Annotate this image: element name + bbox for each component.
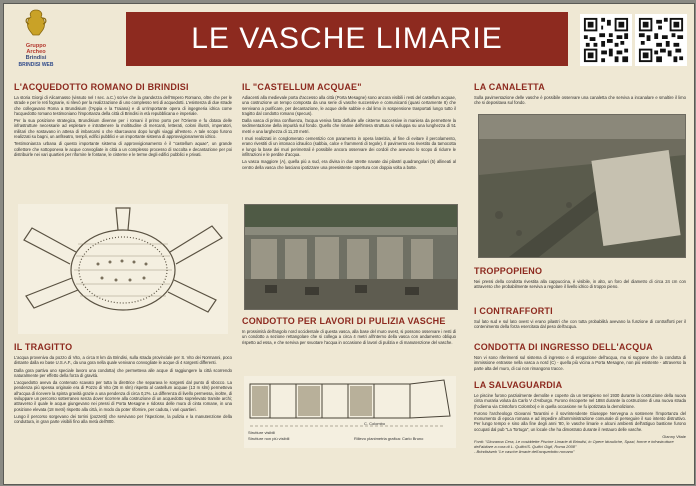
street-label: C. Colombo xyxy=(364,421,386,426)
section-salvaguardia xyxy=(474,380,686,454)
section-tragitto xyxy=(14,342,232,427)
logo-archeo: Archeo xyxy=(26,49,46,55)
section-canaletta xyxy=(474,82,686,108)
paragraph: Testimonianza urbana di questo importante sistema di approvvigionamento è il "castellum aquae", un grande collettore che sottoponeva le acque convogliate in città a un complesso processo di raccolta e decantazione per poi distribuirle nei vari quartieri per rifornire le fontane, le cisterne e le terme degli edifici pubblici e privati. xyxy=(14,141,232,157)
section-title: CONDOTTA DI INGRESSO DELL'ACQUA xyxy=(474,342,653,352)
section-condotto xyxy=(242,316,456,347)
castellum-plan-drawing-image xyxy=(18,204,228,334)
logo-gruppo: Gruppo xyxy=(25,43,47,49)
logo-brindisi: Brindisi xyxy=(25,55,47,61)
canaletta-photo-image xyxy=(479,115,685,257)
section-title: TROPPOPIENO xyxy=(474,266,543,276)
legend-not-visible: Strutture non più visibili xyxy=(248,436,290,441)
logo-brindisiweb: BRINDISI WEB xyxy=(18,62,54,68)
site-plan-drawing-image xyxy=(244,376,456,438)
information-board xyxy=(3,3,695,485)
section-title: L'ACQUEDOTTO ROMANO DI BRINDISI xyxy=(14,82,189,92)
section-title: IL "CASTELLUM ACQUAE" xyxy=(242,82,362,92)
qr-code-icon[interactable] xyxy=(635,14,687,66)
section-title: LA SALVAGUARDIA xyxy=(474,380,563,390)
paragraph: Adiacenti alla medievale porta d'accesso alla città (Porta Mesagne) sono ancora visibili i resti del castellum acquae, una costruzione un tempo composta da una serie di vasche successive e comunicanti (quasi certamente 8) che servivano a purificare, per decantazione, le acque delle sabbie e dal limo in sospensione trasportati lungo tutto il tragitto dal condotto romano (specus). xyxy=(242,95,456,116)
paragraph: Sulla pavimentazione delle vasche è possibile osservare una canaletta che serviva a incanalare e smaltire il limo che si depositava sul fondo. xyxy=(474,95,686,106)
header xyxy=(4,4,694,74)
author: Gianny Vitale xyxy=(662,434,686,440)
paragraph: In prossimità dell'angolo nord occidentale di questa vasca, alla base del muro ovest, si possono osservare i resti di un condotto a sezione rettangolare che si collega a circa 4 metri all'interno della vasca con andamento obliquo rispetto ad essa, e che serviva per svuotare l'acqua in occasione di lavori di pulizia e di manutenzione del vasche. xyxy=(242,329,456,345)
legend-visible: Strutture visibili xyxy=(248,430,276,435)
legend-credits: Rilievo planimetria grafica: Carlo Bruno xyxy=(354,436,424,441)
paragraph: Sul lato sud e sul lato ovest vi erano pilastri che con tutta probabilità avevano la funzione di contrafforti per il contenimento della forza esercitata dal peso dell'acqua. xyxy=(474,319,686,330)
vasche-photo-image xyxy=(245,205,457,309)
paragraph: Dalla vasca di prima confluenza, l'acqua veniva fatta defluire alle cisterne successive in maniera da permettere la sedimentazione della impurità sul fondo. Quello che rimane dell'intera struttura si sviluppa su una lunghezza di 51 metri e una larghezza di 11,20 metri. xyxy=(242,118,456,134)
vasche-photo xyxy=(244,204,458,310)
section-title: I CONTRAFFORTI xyxy=(474,306,553,316)
gruppo-archeo-logo xyxy=(12,8,60,72)
section-acquedotto xyxy=(14,82,232,159)
references: - Brindisiweb "Le vasche limarie dell'acquedotto romano" xyxy=(474,449,575,455)
paragraph: I muri realizzati in conglomerato cementizio con paramento in opera laterizia, al fine di evitare il percolamento, erano rivestiti di un intonaco idraulico (sabbia, calce e frammenti di tegole). Il pavimento era rivestito da tamocotta e lungo la base dei muri perimetrali è possibile ancora osservare dei cordoli che avevano lo scopo di ridurre le infiltrazioni e le perdite d'acqua. xyxy=(242,136,456,157)
paragraph: Le piscine furono parzialmente demolite e coperte da un terrapieno nel 1930 durante la costruzione della nuova cinta muraria voluta da Carlo V d'Asburgo. Furono riscoperte nel 1884 durante la costruzione di una nuova strada (l'odierna via Cristoforo Colombo) e in quella occasione ne fu ipotizzata la demolizione. xyxy=(474,393,686,409)
qr-code-icon[interactable] xyxy=(580,14,632,66)
section-title: IL TRAGITTO xyxy=(14,342,73,352)
castellum-plan-drawing xyxy=(18,204,228,334)
paragraph: Dalla gora partiva uno speciale lavoro una condotta) che permetteva alle acque di raggiungere la città scorrendo naturalmente per effetto della forza di gravità. xyxy=(14,367,232,378)
section-castellum xyxy=(242,82,456,172)
section-contrafforti xyxy=(474,306,686,332)
paragraph: Non vi sono riferimenti sul sistema di ingresso e di erogazione dell'acqua, ma si suppone che la condotta di immissione entrasse nella vasca a nord (C) - quella più vicina a Porta Mesagne, non più esistente - attraverso la parte alta del muro, di cui non rimangono tracce. xyxy=(474,355,686,371)
paragraph: Furono l'archeologo Giovanni Tarantini e il sovrintendente Giuseppe Nervegna a sostenere l'importanza del monumento di epoca romana e ad impedire all'amministrazione comunale di perseguire il suo intento distruttivo. Per lungo tempo e sino alla fine degli anni '80, le vasche limarie e alcuni ambienti dell'attiguo bastione furono occupati dal pub "La Tortuga", un locale che ha dimostrato durante il restauro delle vasche. xyxy=(474,410,686,432)
page-title: LE VASCHE LIMARIE xyxy=(126,12,568,66)
site-plan-drawing xyxy=(244,376,456,448)
paragraph: La vasca maggiore (A), quella più a sud, era divisa in due strette navate dai pilastri quadrangolari (5) allineati al centro della vasca che lasciano ipotizzare una preesistente copertura con doppia volta a botte. xyxy=(242,159,456,170)
canaletta-photo xyxy=(478,114,686,258)
paragraph: L'acqua proveniva da pozzo di Vito, a circa 8 km da Brindisi, sulla strada provinciale per S. Vito dei Normanni, poco distante dalla ex base U.S.A.F., da una gora nella quale venivano convogliate le acque di 4 sorgenti differenti. xyxy=(14,355,232,366)
paragraph: Nei pressi della condotta rivestita alla cappuccina, è visibile, in alto, un foro del diametro di circa 24 cm con attraverso che probabilmente serviva a regolare il livello idrico di troppo pieno. xyxy=(474,279,686,290)
section-troppopieno xyxy=(474,266,686,292)
paragraph: La storia Giorgi di Alicarnasso (vissuto nel I sec. a.C.) scrive che la grandezza dell'Impero Romano, oltre che per le strade e per le reti fognarie, si rilevò per la realizzazione di uno complesso reti di acquedotti. L'esistenza di due strade che collegavano Roma a Brundisium (l'Appia e la Traiana) e di un'importante opera di ingegneria idrica come l'acquedotto romano testimoniano l'importanza della città di Brindisi in età repubblicana e imperiale. xyxy=(14,95,232,116)
section-title: CONDOTTO PER LAVORI DI PULIZIA VASCHE xyxy=(242,316,446,326)
section-title: LA CANALETTA xyxy=(474,82,545,92)
amphora-logo-icon xyxy=(21,8,51,38)
paragraph: Per la sua posizione strategica, Brundisium divenne per i romani il primo porto per l'Oriente e fu dotata delle infrastrutture necessarie ad espletare e intrattenere la moltitudine di mercanti, letterati, coloni illustri, imperatori, militari che sostavano in attesa di imbarcarsi o che sbarcavano dopo lunghi viaggi all'estero. A tale scopo furono realizzati su bagni, un anfiteatro, templi, edifici pubblici e un importante sistema di approvvigionamento idrico. xyxy=(14,118,232,140)
references: Fonti: "Giovanna Cera, Le cosiddette Piscine Limarie di Brindisi, in Opere Idrauliche, Spazi, forme e infrastrutture dell'abitare a cura di L. Quilici/S. Quilici Gigli, Roma 2008" xyxy=(474,439,674,450)
paragraph: Lungo il percorso sorgevano dei torrini (pozzetti) che servivano per l'ispezione, la pulizia e la manutenzione della conduttura, in gran parte visibili fino alla metà dell'800. xyxy=(14,413,232,425)
section-ingresso xyxy=(474,342,686,373)
paragraph: L'acquedotto aveva da contenuto scavato per tutta la direttrice che separava le sorgenti dal punto di sbocco. La pendenza più spessa originale era di Pozzo di Vito (26 m slm) rispetto al castellum acquae (13 m slm) permetteva all'acqua di ricevere la spinta gravità grazie a una pendenza di circa 0,2%. La differenza di livello permessa, inoltre, di sviluppare un percorso sotterraneo senza dover ricorrere alla costruzione di un acquedotto soprelevato tramite archi; attraverso il quale le acque giungevano nei pressi di Porta Mesagne e ridosso delle mura di cinta romane, in una posizione elevata (18 metri) rispetto alla città, in modo da poter rifornire, per caduta, i vari quartieri. xyxy=(14,380,232,412)
